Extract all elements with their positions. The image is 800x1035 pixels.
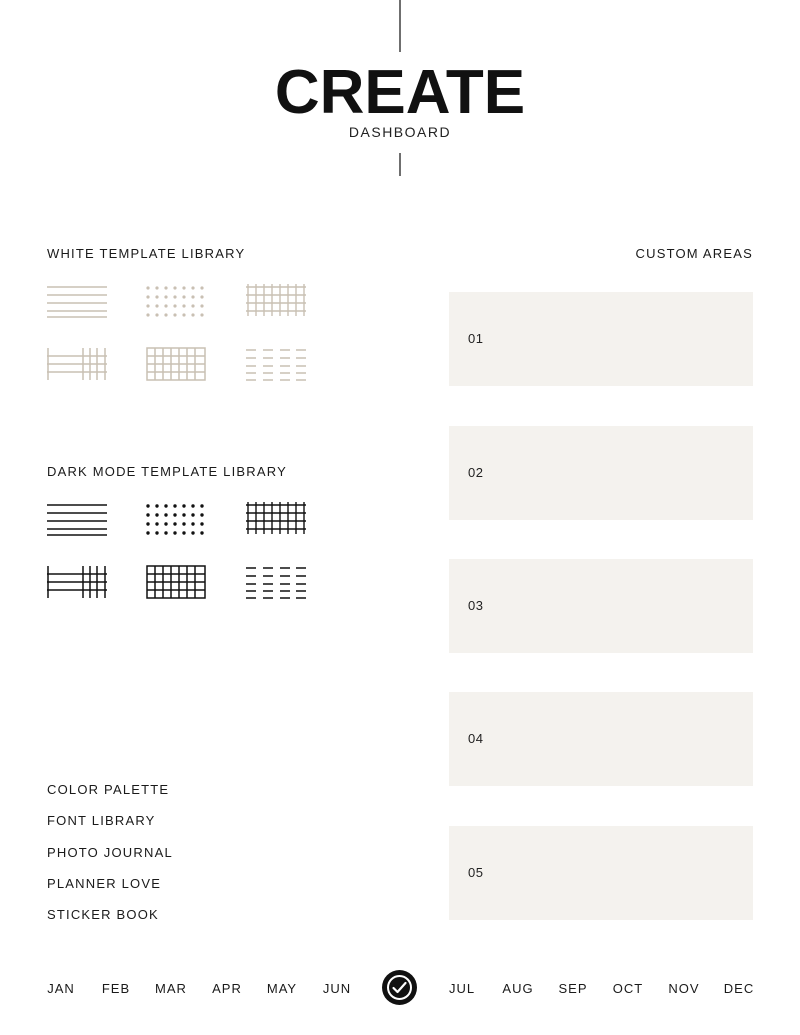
dark-dashed-template-icon[interactable] [246, 565, 306, 599]
month-tab-jun[interactable]: JUN [322, 981, 352, 996]
dark-columns-template-icon[interactable] [47, 565, 107, 599]
custom-area-05[interactable] [449, 826, 753, 920]
month-tab-feb[interactable]: FEB [101, 981, 131, 996]
custom-area-03[interactable] [449, 559, 753, 653]
checkmark-icon [382, 970, 417, 1005]
month-tab-mar[interactable]: MAR [155, 981, 187, 996]
white-columns-template-icon[interactable] [47, 347, 107, 381]
custom-area-number: 01 [468, 331, 484, 346]
custom-area-04[interactable] [449, 692, 753, 786]
month-tab-aug[interactable]: AUG [502, 981, 534, 996]
white-dashed-template-icon[interactable] [246, 347, 306, 381]
check-circle-icon[interactable] [382, 970, 417, 1005]
month-tab-oct[interactable]: OCT [612, 981, 644, 996]
white-dotted-template-icon[interactable] [146, 284, 206, 318]
link-font-library[interactable]: FONT LIBRARY [47, 813, 156, 828]
month-tab-jan[interactable]: JAN [47, 981, 75, 996]
month-tab-dec[interactable]: DEC [723, 981, 755, 996]
month-tab-sep[interactable]: SEP [558, 981, 588, 996]
month-tab-jul[interactable]: JUL [448, 981, 476, 996]
link-sticker-book[interactable]: STICKER BOOK [47, 907, 159, 922]
white-table-template-icon[interactable] [146, 347, 206, 381]
white-grid-template-icon[interactable] [246, 284, 306, 318]
link-color-palette[interactable]: COLOR PALETTE [47, 782, 170, 797]
dark-table-template-icon[interactable] [146, 565, 206, 599]
header-top-divider [399, 0, 401, 52]
month-tab-nov[interactable]: NOV [668, 981, 700, 996]
custom-area-number: 03 [468, 598, 484, 613]
custom-area-02[interactable] [449, 426, 753, 520]
white-template-library-label: WHITE TEMPLATE LIBRARY [47, 246, 246, 261]
custom-areas-label: CUSTOM AREAS [635, 246, 753, 261]
header-bottom-divider [399, 153, 401, 176]
link-photo-journal[interactable]: PHOTO JOURNAL [47, 845, 173, 860]
page-subtitle: DASHBOARD [348, 124, 452, 140]
custom-area-number: 02 [468, 465, 484, 480]
dark-lined-template-icon[interactable] [47, 502, 107, 536]
page-title: CREATE [274, 58, 526, 127]
custom-area-01[interactable] [449, 292, 753, 386]
link-planner-love[interactable]: PLANNER LOVE [47, 876, 162, 891]
white-lined-template-icon[interactable] [47, 284, 107, 318]
dark-dotted-template-icon[interactable] [146, 502, 206, 536]
custom-area-number: 05 [468, 865, 484, 880]
dark-mode-template-library-label: DARK MODE TEMPLATE LIBRARY [47, 464, 287, 479]
dark-grid-template-icon[interactable] [246, 502, 306, 536]
custom-area-number: 04 [468, 731, 484, 746]
month-tab-may[interactable]: MAY [266, 981, 298, 996]
month-tab-apr[interactable]: APR [212, 981, 242, 996]
